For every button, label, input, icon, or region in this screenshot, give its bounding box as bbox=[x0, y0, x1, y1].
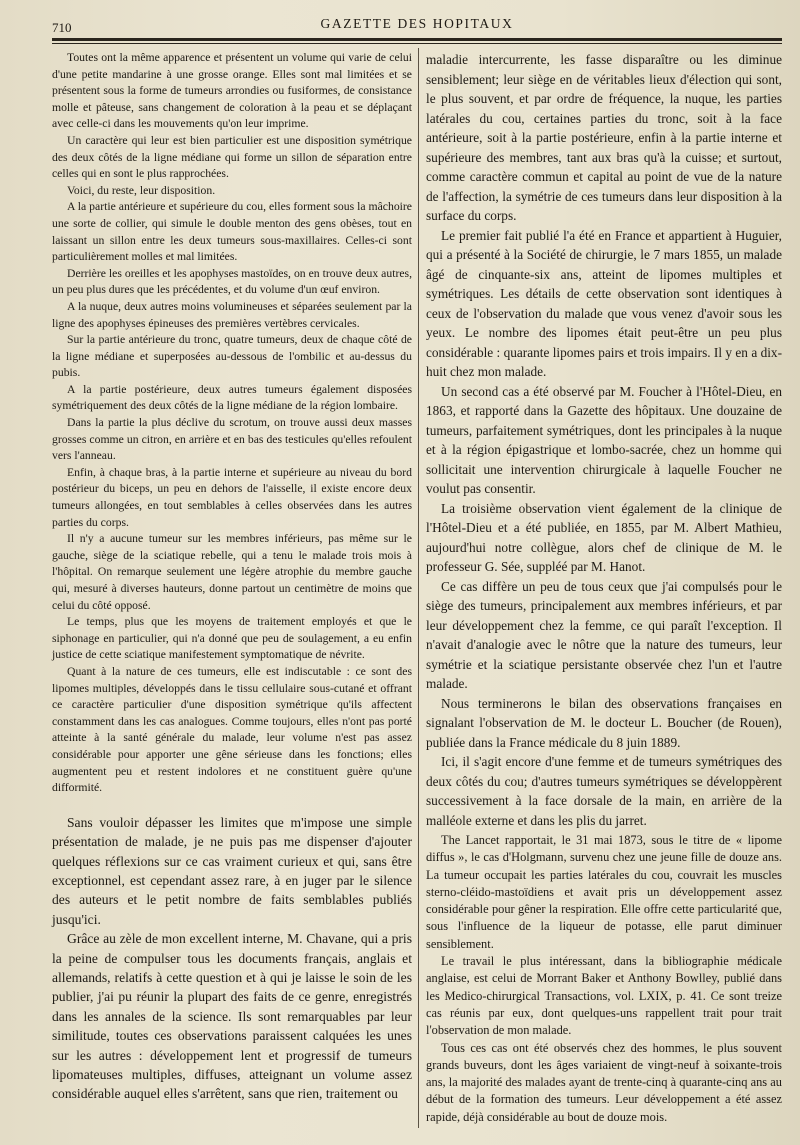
paragraph: Le premier fait publié l'a été en France et appartient à Huguier, qui a présenté à la Société de chirurgie, le 7 mars 1855, un malade âgé de cinquante-six ans, atteint de lipomes multiples et symétriques. Les détails de cette observation sont identiques à ceux de l'observation du malade que vous venez d'avoir sous les yeux. Le nombre des lipomes était peut-être un peu plus considérable : quarante lipomes pairs et trois impairs. Il y en a dix-huit chez mon malade. bbox=[426, 227, 782, 379]
running-title: GAZETTE DES HOPITAUX bbox=[320, 16, 514, 31]
left-column-large-print bbox=[52, 813, 412, 1104]
paragraph: A la partie antérieure et supérieure du cou, elles forment sous la mâchoire une sorte de collier, qui simule le double menton des gens obèses, tout en laissant un sillon entre les deux tumeurs sous-maxillaires. Celles-ci sont particulièrement molles et mal limitées. bbox=[52, 200, 412, 264]
paragraph: Il n'y a aucune tumeur sur les membres inférieurs, pas même sur le gauche, siège de la sciatique rebelle, qui a tenu le malade trois mois à l'hôpital. On remarque seulement une légère atrophie du membre gauche qui, mesuré à diverses hauteurs, donne partout un centimètre de moins que celui du côté opposé. bbox=[52, 532, 412, 612]
paragraph: Tous ces cas ont été observés chez des hommes, le plus souvent grands buveurs, dont les âges variaient de vingt-neuf à soixante-trois ans, la majorité des malades ayant de trente-cinq à quarante-cinq ans au début de la formation des tumeurs. Leur développement a été assez rapide, déjà considérable au bout de douze mois. bbox=[426, 1040, 782, 1124]
header-rule-thick bbox=[52, 38, 782, 41]
paragraph: maladie intercurrente, les fasse disparaître ou les diminue sensiblement; leur siège en de véritables lieux d'élection qui sont, le plus souvent, et par ordre de fréquence, la nuque, les parties latérales du cou, certaines parties du tronc, soit à la face antérieure, soit à la partie postérieure, enfin à la partie interne et supérieure des membres, tant aux bras qu'à la cuisse; et surtout, comme caractère commun et capital au point de vue de la nature de l'affection, la symétrie de ces tumeurs dans leur disposition à la surface du corps. bbox=[426, 52, 782, 223]
paragraph: La troisième observation vient également de la clinique de l'Hôtel-Dieu et a été publiée, en 1855, par M. Albert Mathieu, aujourd'hui notre collègue, alors chef de clinique de M. le professeur G. Sée, suppléé par M. Hanot. bbox=[426, 500, 782, 574]
paragraph: A la nuque, deux autres moins volumineuses et séparées seulement par la ligne des apophyses épineuses des premières vertèbres cervicales. bbox=[52, 299, 412, 330]
paragraph: Le travail le plus intéressant, dans la bibliographie médicale anglaise, est celui de Morrant Baker et Anthony Bowlley, publié dans les Medico-chirurgical Transactions, vol. LXIX, p. 41. Ce sont treize cas réunis par eux, dont quelques-uns rappellent trait pour trait l'observation de mon malade. bbox=[426, 954, 782, 1038]
header-rule-thin bbox=[52, 43, 782, 44]
paragraph: Nous terminerons le bilan des observations françaises en signalant l'observation de M. le docteur L. Boucher (de Rouen), publiée dans la France médicale du 8 juin 1889. bbox=[426, 695, 782, 750]
paragraph: Voici, du reste, leur disposition. bbox=[67, 183, 216, 197]
paragraph: Le temps, plus que les moyens de traitement employés et que le siphonage en particulier, qui n'a donné que peu de soulagement, a eu enfin justice de cette sciatique manifestement symptomatique de névrite. bbox=[52, 615, 412, 662]
right-column-block-a bbox=[426, 50, 782, 830]
paragraph: Grâce au zèle de mon excellent interne, M. Chavane, qui a pris la peine de compulser tous les documents français, anglais et allemands, relatifs à cette question et à qui je laisse le soin de les publier, j'ai pu réunir la plupart des faits de ce genre, enregistrés dans les annales de la science. Ils sont remarquables par leur similitude, toutes ces observations paraissent calquées les unes sur les autres : développement lent et progressif de tumeurs lipomateuses multiples, diffuses, atteignant un volume assez considérable auquel elles s'arrêtent, sans que rien, traitement ou bbox=[52, 931, 412, 1102]
paragraph: The Lancet rapportait, le 31 mai 1873, sous le titre de « lipome diffus », le cas d'Holgmann, survenu chez une jeune fille de douze ans. La tumeur occupait les parties latérales du cou, couvrait les muscles sterno-cléido-mastoïdiens et avait pris un développement assez considérable pour gêner la respiration. Elle offre cette particularité que, sous l'influence de la liqueur de potasse, elle parut diminuer sensiblement. bbox=[426, 833, 782, 951]
paragraph: Ici, il s'agit encore d'une femme et de tumeurs symétriques des deux côtés du cou; d'autres tumeurs symétriques se développèrent successivement à la face dorsale de la main, en arrière de la malléole externe et dans les plis du jarret. bbox=[426, 754, 782, 828]
paragraph: Un second cas a été observé par M. Foucher à l'Hôtel-Dieu, en 1863, et rapporté dans la Gazette des hôpitaux. Une douzaine de tumeurs, parfaitement symétriques, dont les principales à la nuque et à la région épigastrique et lombo-sacrée, chez un homme qui sollicitait une intervention chirurgicale à laquelle Foucher ne voulut pas consentir. bbox=[426, 383, 782, 496]
paragraph: Quant à la nature de ces tumeurs, elle est indiscutable : ce sont des lipomes multiples, développés dans le tissu cellulaire sous-cutané et offrant ce caractère particulier d'une disposition symétrique qu'ils affectent constamment dans les cas analogues. Comme toujours, elles n'ont pas porté atteinte à la santé générale du malade, leur volume n'est pas assez considérable pour apporter une gêne sérieuse dans les fonctions; elles augmentent peu et restent indolores et ne constituent guère qu'une difformité. bbox=[52, 664, 412, 795]
paragraph: Sur la partie antérieure du tronc, quatre tumeurs, deux de chaque côté de la ligne médiane et superposées au-dessous de l'ombilic et au-dessus du pubis. bbox=[52, 333, 412, 380]
paragraph: Un caractère qui leur est bien particulier est une disposition symétrique des deux côtés de la ligne médiane qui forme un sillon de séparation entre celles qui en sont le plus rapprochées. bbox=[52, 133, 412, 181]
left-column bbox=[52, 50, 412, 1104]
paragraph: Dans la partie la plus déclive du scrotum, on trouve aussi deux masses grosses comme un citron, en arrière et en bas des testicules qu'elles refoulent vers l'anneau. bbox=[52, 416, 412, 463]
page-number: 710 bbox=[52, 20, 72, 35]
right-column-block-b bbox=[426, 832, 782, 1126]
left-column-small-print bbox=[52, 50, 412, 797]
paragraph: Ce cas diffère un peu de tous ceux que j'ai compulsés pour le siège des tumeurs, principalement aux membres inférieurs, et par leur développement chez la femme, ce qui paraît l'exception. Il n'avait d'analogie avec le nôtre que la nature des tumeurs, leur symétrie et la sciatique persistante observée chez l'un et l'autre malade. bbox=[426, 578, 782, 691]
paragraph: Toutes ont la même apparence et présentent un volume qui varie de celui d'une petite mandarine à une grosse orange. Elles sont mal limitées et se présentent sous la forme de tumeurs arrondies ou fusiformes, de consistance molle et pâteuse, sans changement de coloration à la peau et se déplaçant avec celle-ci dans les mouvements qu'on leur imprime. bbox=[52, 51, 412, 131]
paragraph: Derrière les oreilles et les apophyses mastoïdes, on en trouve deux autres, un peu plus dures que les précédentes, et du volume d'un œuf environ. bbox=[52, 266, 412, 297]
paragraph: Sans vouloir dépasser les limites que m'impose une simple présentation de malade, je ne puis pas me dispenser d'ajouter quelques réflexions sur ce cas vraiment curieux et qui, sans être exceptionnel, est cependant assez rare, à en juger par le silence des auteurs et le petit nombre de faits semblables publiés jusqu'ici. bbox=[52, 814, 412, 927]
paragraph: Enfin, à chaque bras, à la partie interne et supérieure au niveau du bord postérieur du biceps, un peu en dehors de l'aisselle, il existe encore deux tumeurs allongées, en tout semblables à celles observées dans les autres parties du corps. bbox=[52, 465, 412, 529]
page-header bbox=[52, 12, 782, 34]
paragraph: A la partie postérieure, deux autres tumeurs également disposées symétriquement des deux côtés de la ligne médiane de la région lombaire. bbox=[52, 382, 412, 413]
column-divider bbox=[418, 48, 419, 1128]
right-column bbox=[426, 50, 782, 1126]
